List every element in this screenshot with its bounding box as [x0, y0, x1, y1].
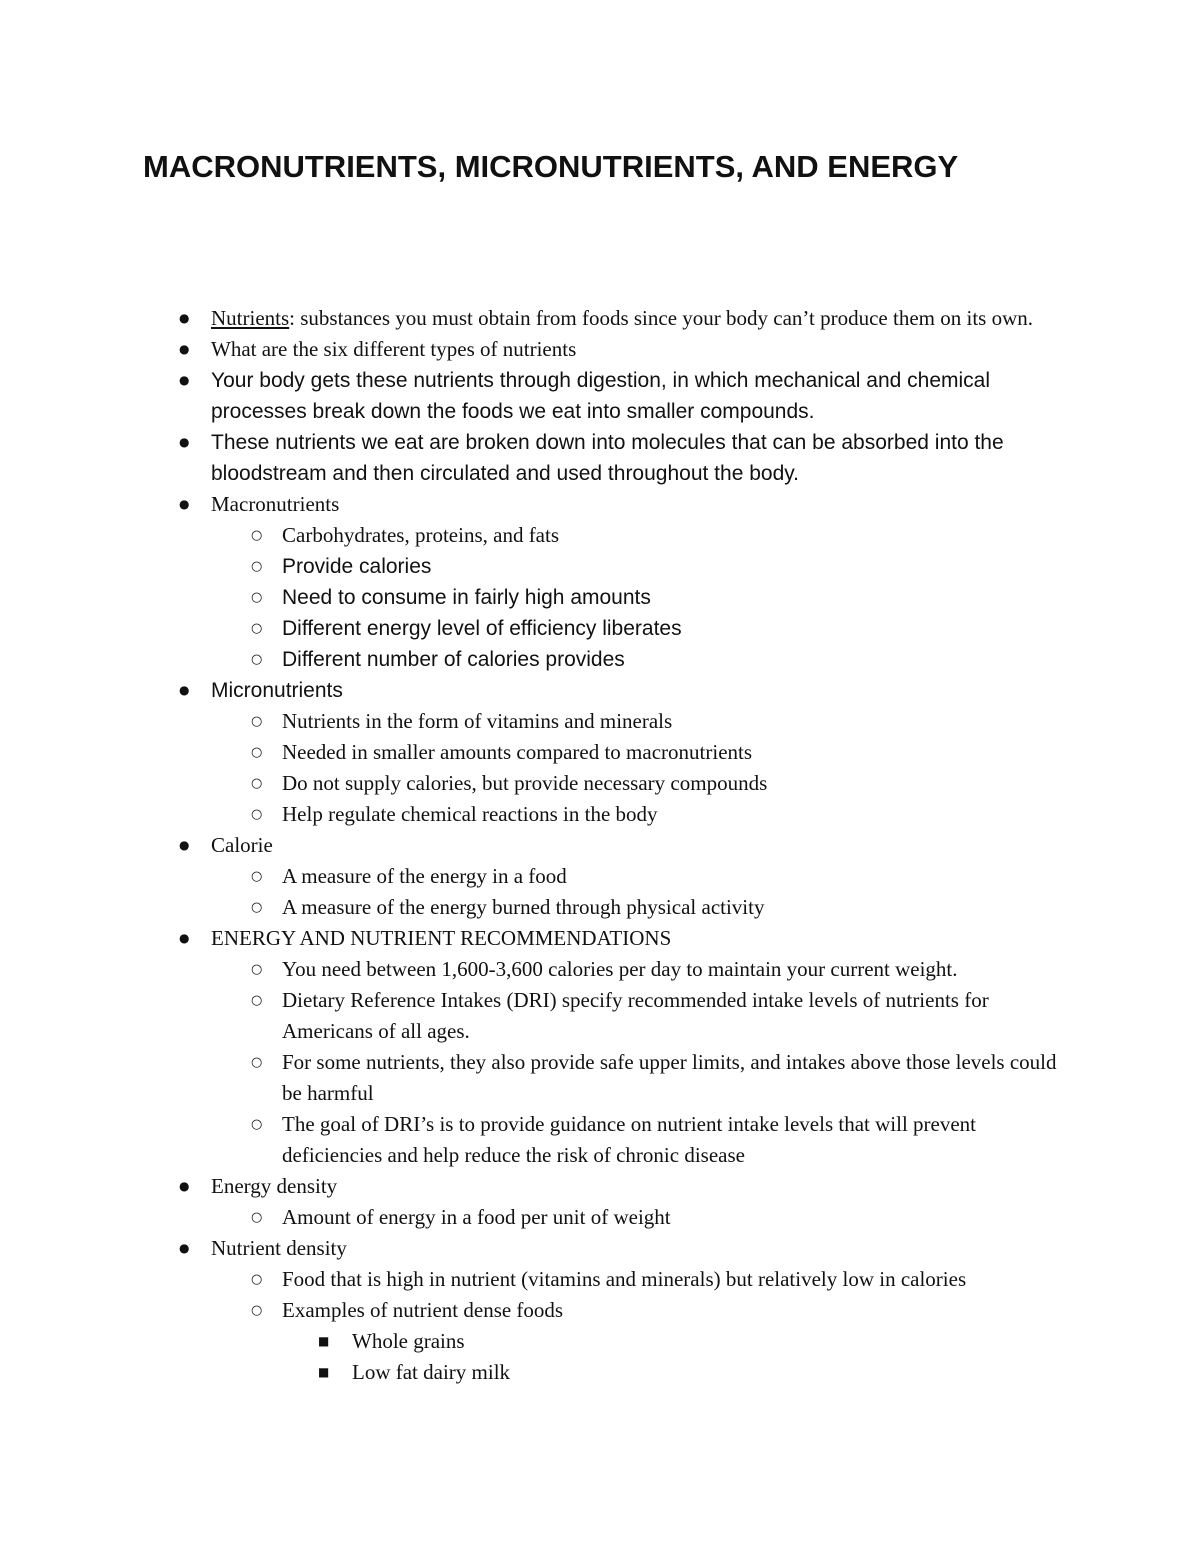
item-text: ENERGY AND NUTRIENT RECOMMENDATIONS: [211, 926, 672, 950]
item-text: Do not supply calories, but provide necessary compounds: [282, 771, 768, 795]
circle-bullet-icon: ○: [251, 1055, 263, 1070]
bullet-icon: ●: [179, 373, 190, 387]
notes-list: [0, 303, 1200, 1388]
circle-bullet-icon: ○: [251, 652, 263, 667]
list-item: [251, 861, 1062, 892]
item-text: Low fat dairy milk: [352, 1360, 511, 1384]
item-text: Dietary Reference Intakes (DRI) specify recommended intake levels of nutrients for Americans of all ages.: [282, 988, 989, 1043]
list-item: [179, 489, 1061, 520]
bullet-icon: ●: [179, 1179, 190, 1193]
bullet-icon: ●: [179, 838, 190, 852]
list-item: [318, 1357, 1052, 1388]
circle-bullet-icon: ○: [251, 1303, 263, 1318]
item-text: A measure of the energy in a food: [282, 864, 567, 888]
list-item: [251, 768, 1062, 799]
item-text: Carbohydrates, proteins, and fats: [282, 523, 560, 547]
circle-bullet-icon: ○: [251, 900, 263, 915]
item-text: Your body gets these nutrients through digestion, in which mechanical and chemical processes break down the foods we eat into smaller compounds.: [211, 369, 991, 423]
list-item: [179, 830, 1061, 861]
item-text: Calorie: [211, 833, 273, 857]
circle-bullet-icon: ○: [251, 745, 263, 760]
list-item: [251, 1047, 1062, 1109]
list-item: [251, 644, 1062, 675]
list-item: [179, 334, 1061, 365]
term-nutrients: Nutrients: [211, 306, 290, 330]
circle-bullet-icon: ○: [251, 1117, 263, 1132]
circle-bullet-icon: ○: [251, 776, 263, 791]
item-text: Nutrient density: [211, 1236, 347, 1260]
item-text: Needed in smaller amounts compared to macronutrients: [282, 740, 753, 764]
circle-bullet-icon: ○: [251, 559, 263, 574]
circle-bullet-icon: ○: [251, 714, 263, 729]
circle-bullet-icon: ○: [251, 993, 263, 1008]
item-text: Examples of nutrient dense foods: [282, 1298, 564, 1322]
list-item: [251, 985, 1062, 1047]
item-text: Provide calories: [282, 555, 432, 578]
square-bullet-icon: ■: [318, 1334, 330, 1348]
circle-bullet-icon: ○: [251, 869, 263, 884]
circle-bullet-icon: ○: [251, 807, 263, 822]
item-text: Help regulate chemical reactions in the body: [282, 802, 658, 826]
item-text: Amount of energy in a food per unit of weight: [282, 1205, 671, 1229]
circle-bullet-icon: ○: [251, 621, 263, 636]
item-text: A measure of the energy burned through physical activity: [282, 895, 765, 919]
item-text: You need between 1,600-3,600 calories per day to maintain your current weight.: [282, 957, 958, 981]
list-item: [179, 1233, 1061, 1264]
list-item: [251, 1109, 1062, 1171]
list-item: [251, 706, 1062, 737]
list-item: [179, 923, 1061, 954]
page-title: MACRONUTRIENTS, MICRONUTRIENTS, AND ENERGY: [143, 149, 959, 184]
item-text: Micronutrients: [211, 679, 343, 702]
item-text: Nutrients in the form of vitamins and minerals: [282, 709, 673, 733]
circle-bullet-icon: ○: [251, 1210, 263, 1225]
item-text: Food that is high in nutrient (vitamins and minerals) but relatively low in calories: [282, 1267, 967, 1291]
list-item: [318, 1326, 1052, 1357]
item-text: Need to consume in fairly high amounts: [282, 586, 651, 609]
item-text: Different number of calories provides: [282, 648, 625, 671]
list-item: [251, 551, 1062, 582]
list-item: [179, 365, 1061, 427]
item-text: Whole grains: [352, 1329, 465, 1353]
circle-bullet-icon: ○: [251, 528, 263, 543]
item-text: Macronutrients: [211, 492, 340, 516]
item-text: : substances you must obtain from foods since your body can’t produce them on its own.: [289, 306, 1033, 330]
bullet-icon: ●: [179, 311, 190, 325]
list-item: [179, 675, 1061, 706]
bullet-icon: ●: [179, 931, 190, 945]
list-item: [179, 303, 1061, 334]
bullet-icon: ●: [179, 435, 190, 449]
circle-bullet-icon: ○: [251, 962, 263, 977]
item-text: Different energy level of efficiency liberates: [282, 617, 682, 640]
list-item: [251, 613, 1062, 644]
bullet-icon: ●: [179, 342, 190, 356]
item-text: The goal of DRI’s is to provide guidance on nutrient intake levels that will prevent deficiencies and help reduce the risk of chronic disease: [282, 1112, 976, 1167]
list-item: [251, 737, 1062, 768]
bullet-icon: ●: [179, 497, 190, 511]
item-text: These nutrients we eat are broken down into molecules that can be absorbed into the bloodstream and then circulated and used throughout the body.: [211, 431, 1004, 485]
item-text: Energy density: [211, 1174, 338, 1198]
list-item: [251, 1202, 1062, 1233]
list-item: [251, 582, 1062, 613]
item-text: What are the six different types of nutrients: [211, 337, 577, 361]
circle-bullet-icon: ○: [251, 1272, 263, 1287]
list-item: [251, 520, 1062, 551]
list-item: [251, 799, 1062, 830]
circle-bullet-icon: ○: [251, 590, 263, 605]
bullet-icon: ●: [179, 1241, 190, 1255]
list-item: [179, 1171, 1061, 1202]
list-item: [251, 1295, 1062, 1326]
list-item: [251, 1264, 1062, 1295]
square-bullet-icon: ■: [318, 1365, 330, 1379]
list-item: [251, 954, 1062, 985]
bullet-icon: ●: [179, 683, 190, 697]
list-item: [251, 892, 1062, 923]
list-item: [179, 427, 1061, 489]
item-text: For some nutrients, they also provide safe upper limits, and intakes above those levels could be harmful: [282, 1050, 1057, 1105]
